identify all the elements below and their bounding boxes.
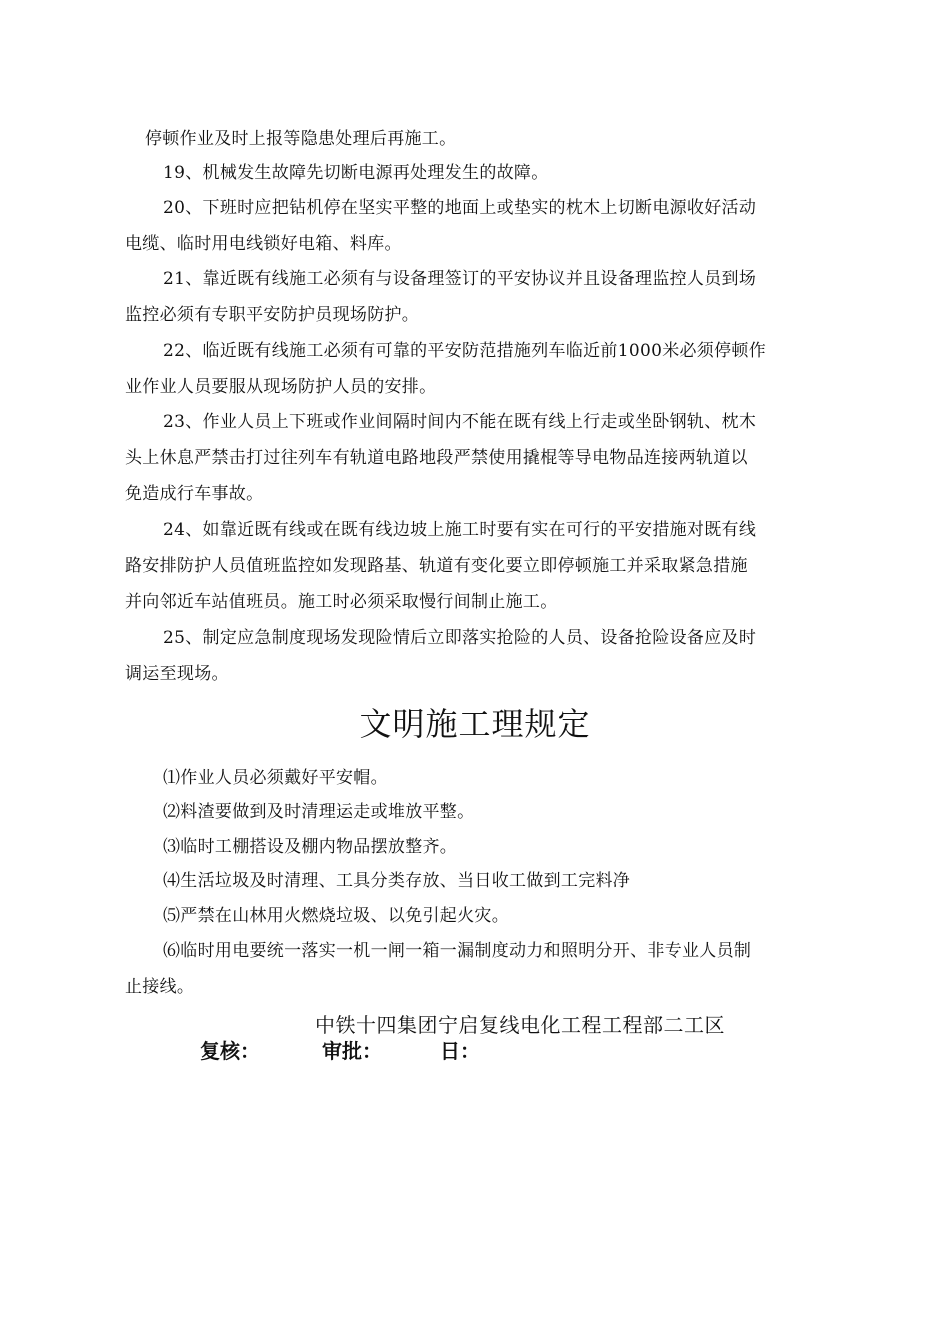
continuation-line: 停顿作业及时上报等隐患处理后再施工。	[145, 129, 457, 149]
item-23-line-1: 23、作业人员上下班或作业间隔时间内不能在既有线上行走或坐卧钢轨、枕木	[163, 412, 757, 432]
rule-1: ⑴作业人员必须戴好平安帽。	[163, 768, 388, 788]
item-23-line-3: 免造成行车事故。	[125, 484, 264, 504]
item-22-line-1: 22、临近既有线施工必须有可靠的平安防范措施列车临近前1000米必须停顿作	[163, 341, 766, 361]
item-25-line-2: 调运至现场。	[125, 664, 229, 684]
date-label: 日：	[440, 1039, 480, 1063]
item-21-line-2: 监控必须有专职平安防护员现场防护。	[125, 305, 420, 325]
rule-2: ⑵料渣要做到及时清理运走或堆放平整。	[163, 802, 475, 822]
approve-label: 审批：	[322, 1039, 382, 1063]
rule-6-line-2: 止接线。	[125, 977, 195, 997]
item-22-line-2: 业作业人员要服从现场防护人员的安排。	[125, 377, 437, 397]
item-24-line-2: 路安排防护人员值班监控如发现路基、轨道有变化要立即停顿施工并采取紧急措施	[125, 556, 748, 576]
review-label: 复核：	[200, 1039, 260, 1063]
item-24-line-1: 24、如靠近既有线或在既有线边坡上施工时要有实在可行的平安措施对既有线	[163, 520, 757, 540]
item-24-line-3: 并向邻近车站值班员。施工时必须采取慢行间制止施工。	[125, 592, 558, 612]
item-25-line-1: 25、制定应急制度现场发现险情后立即落实抢险的人员、设备抢险设备应及时	[163, 628, 757, 648]
rule-6-line-1: ⑹临时用电要统一落实一机一闸一箱一漏制度动力和照明分开、非专业人员制	[163, 941, 752, 961]
rule-4: ⑷生活垃圾及时清理、工具分类存放、当日收工做到工完料净	[163, 871, 631, 891]
item-20-line-1: 20、下班时应把钻机停在坚实平整的地面上或垫实的枕木上切断电源收好活动	[163, 198, 757, 218]
item-20-line-2: 电缆、临时用电线锁好电箱、料库。	[125, 234, 402, 254]
item-23-line-2: 头上休息严禁击打过往列车有轨道电路地段严禁使用撬棍等导电物品连接两轨道以	[125, 448, 748, 468]
rule-3: ⑶临时工棚搭设及棚内物品摆放整齐。	[163, 837, 458, 857]
rule-5: ⑸严禁在山林用火燃烧垃圾、以免引起火灾。	[163, 906, 509, 926]
item-21-line-1: 21、靠近既有线施工必须有与设备理签订的平安协议并且设备理监控人员到场	[163, 269, 757, 289]
item-19-line-1: 19、机械发生故障先切断电源再处理发生的故障。	[163, 163, 549, 183]
section-title: 文明施工理规定	[359, 705, 591, 743]
organization-name: 中铁十四集团宁启复线电化工程工程部二工区	[315, 1013, 725, 1037]
